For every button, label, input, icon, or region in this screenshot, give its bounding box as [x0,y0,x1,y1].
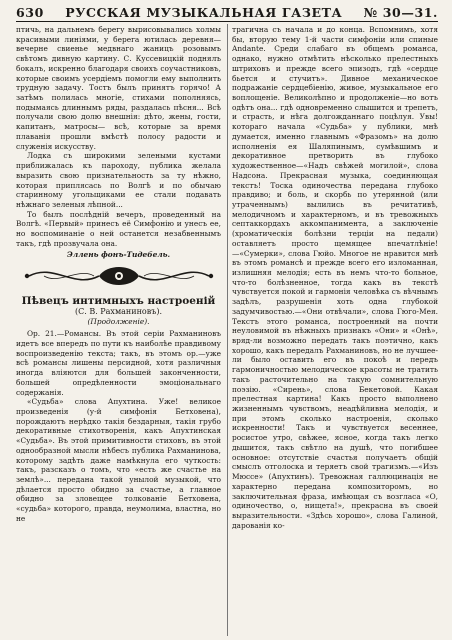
left-column [16,25,221,636]
article-paragraph: Ор. 21.—Романсы. Въ этой серіи Рахманиновъ идетъ все впередъ по пути къ наиболѣе правдивому воспроизведенію текста; такъ, въ этомъ ор.—уже всѣ романсы лишены персидной, хотя различныя иногда вліяются для большей законченности, большей опредѣленности эмоціональнаго содержанія. [16,329,221,397]
header-rule [16,21,438,22]
article-signature: Эллень фонъ-Тидебель. [66,249,171,259]
column-divider [227,24,228,636]
decorative-vignette-icon [16,261,221,291]
vignette-svg [19,261,219,291]
right-column [232,25,438,636]
article-paragraph: Лодка съ широкими зелеными кустами приближалась къ пароходу, публика желала выразить свою признательность за ту нѣжно, которая приплясась по Волгѣ и по обычаю старинному угольщиками ее стали подавать нѣжнаго зеленыя лѣпной... [16,151,221,209]
continuation-note: (Продолженіе). [87,317,150,327]
article-subtitle: (С. В. Рахманиновъ). [74,307,163,317]
page-number: 630 [16,4,44,20]
article-title: Пѣвецъ интимныхъ настроеній [21,295,216,308]
article-paragraph: То былъ послѣдній вечеръ, проведенный на Волгѣ. «Первый» принесъ её Симфонію и унесъ ее, но воспоминаніе о ней останется незабвеннымъ такъ, гдѣ прозвучала она. [16,209,221,248]
issue-number: № 30—31. [363,4,438,20]
article-paragraph: птичь, на дальнемъ берегу вырисовывались холмы красивыми линіями, у берега ютилась деревня—вечерне свиенье медвнаго жаницъ розовымъ свѣтомъ дивную картину. С. Куссевицкій поднялъ бокалъ, искренно благодаря своихъ соучастниковъ, которые своимъ усердіемъ помогли ему выполнить трудную задачу. Тостъ былъ принятъ горячо! А затѣмъ полилась многіе, стихами пополняясь, подымаясь длиннымъ ряды, раздалась пѣсня... Всѣ получали свою долю внешнія: дѣто, жены, гости, капитанъ, матросы— всѣ, которые за время плаванія прошли вмѣстѣ полосу радости и служенія искусству. [16,25,221,151]
page-header [16,2,438,22]
journal-title: РУССКАЯ МУЗЫКАЛЬНАЯ ГАЗЕТА [65,4,343,20]
article-paragraph: «Судьба» слова Апухтина. Уже! великое произведенія (у-й симфонія Бетховена), порождаютъ нерѣдко такія бездарныя, такія грубо декоративные стихотворенія, какъ Апухтинская «Судьба». Въ этой примитивности стиховъ, въ этой однообразной мысли нѣбесъ публика Рахманинова, которому задѣть даже намѣкнула его чуткость: такъ, разсказъ о томъ, что «есть же счастье на землѣ»... передана такой унылой музыкой, что дѣлается просто обидно за счастье, а главное обидно за зловещее толкованіе Бетховена, «судьба» которого, правда, неумолима, властна, но не [16,397,221,523]
article-paragraph: трагична съ начала и до конца. Вспомнимъ, хотя бы, вторую тему 1-й части симфоніи или спиные Andante. Среди слабаго въ общемъ романса, однако, нужно отмѣтить нѣсколько прелестныхъ штриховъ и прежде всего эпизодъ, гдѣ «сердце бьется и стучитъ». Дивное механическое подражаніе сердцебіенію, живое, музыкальное его воплощеніе. Великолѣпно и продолженіе—но вотъ одѣтъ она... гдѣ одновременно слышится и трепетъ, и страсть, и нѣга долгожданнаго поцѣлуя. Увы! котораго начала «Судьба» у публики, мнѣ думается, именно главнымъ «Фразомъ» на долю исполненія ея Шаляпинымъ, сумѣвшимъ и декоративное претворить въ глубоко художественное—«Надъ свѣжей могилой», слова Надсона. Прекрасная музыка, соединяющая текстъ! Тоска одиночества передана глубоко правдиво; и боль, и скорбь по утерянной (или утраченнымъ) вылились въ речитативѣ, мелодичномъ и характерномъ, и въ тревожныхъ септаккордахъ аккомпанимента, а заключеніе (хроматическія болѣзни терціи на педали) оставляетъ просто щемящее впечатлѣніе!—«Сумерки», слова Гюйо. Многое не нравится мнѣ въ этомъ романсѣ и прежде всего его изломанная, излишняя мелодія; есть въ немъ что-то больное, что-то болѣзненное, тогда какъ въ текстѣ чувствуется покой и гармонія человѣка съ вѣчнымъ задѣлъ, разрушенія хоть одна глубокой задумчивостью.—«Они отвѣчали», слова Гюго-Мея. Текстъ этого романса, построенный на почти неуловимой въ нѣжныхъ признакъ «Они» и «Онѣ», вряд-ли возможно передать такъ поэтично, какъ хорошо, какъ передалъ Рахманиновъ, но не лучшее-ли было оставить его въ покоѣ и передъ гармоничностью мелодическое красоты не тратить такъ расточительно на такую сомнительную поэзію. «Сирень», слова Бекетовой. Какая прелестная картина! Какъ просто выполнено жизненнымъ чувствомъ, неадѣйливна мелодія, и при этомъ сколько настроенія, сколько искренности! Такъ и чувствуется весеннее, росистое утро, свѣжее, ясное, когда такъ легко дышится, такъ свѣтло на душѣ, что погибшее основное: отсутствіе счастья получаетъ общій смыслъ отголоска и теряетъ свой трагизмъ.—«Изъ Мюссе» (Апухтинъ). Тревожная галлюцинація не характерно передана композиторомъ, но заключительная фраза, имѣющая съ возгласа «О, одиночество, о, нищета!», прекрасна въ своей выразительности. «Здѣсь хорошо», слова Галиной, дарованія ко- [232,25,438,530]
